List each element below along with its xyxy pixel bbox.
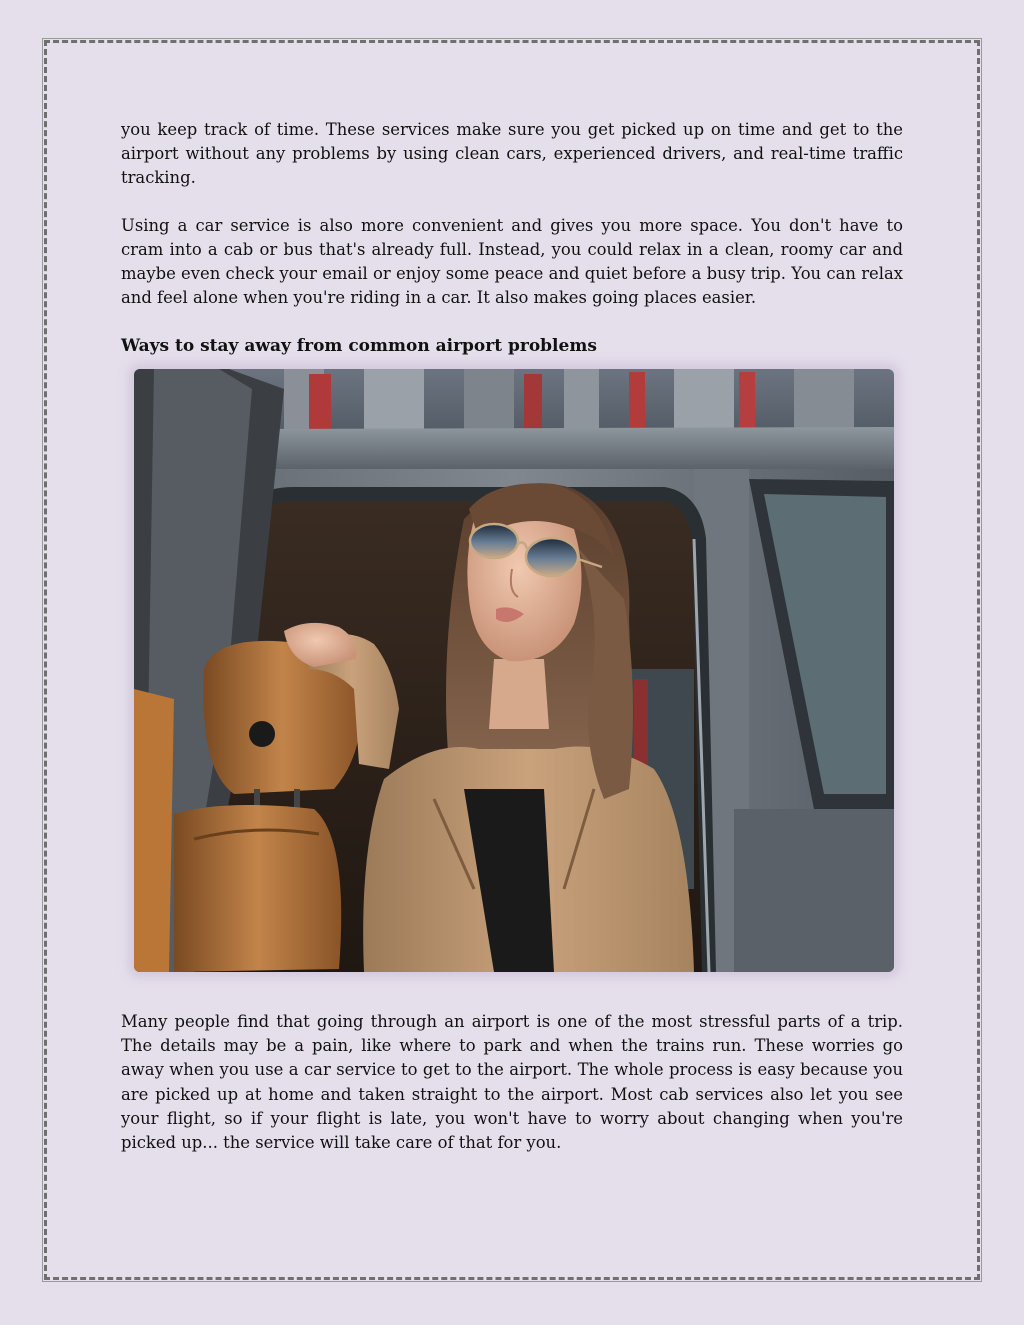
paragraph-convenience: Using a car service is also more convenient and gives you more space. You don't have to cram into a cab or bus that's already full. Instead, you could relax in a clean, roomy car and maybe even check your email or enjoy some peace and quiet before a busy trip. You can relax and feel alone when you're riding in a car. It also makes going places easier. <box>121 215 903 308</box>
paragraph-intro: you keep track of time. These services make sure you get picked up on time and get to the airport without any problems by using clean cars, experienced drivers, and real-time traffic tracking. <box>121 120 903 188</box>
document-body-bottom <box>121 1010 903 1155</box>
document-body-top <box>121 118 903 358</box>
woman-in-car-photo <box>134 369 894 972</box>
paragraph-airport-stress: Many people find that going through an airport is one of the most stressful parts of a trip. The details may be a pain, like where to park and when the trains run. These worries go away when you use a car service to get to the airport. The whole process is easy because you are picked up at home and taken straight to the airport. Most cab services also let you see your flight, so if your flight is late, you won't have to worry about changing when you're picked up... the service will take care of that for you. <box>121 1012 903 1153</box>
section-heading: Ways to stay away from common airport problems <box>121 336 597 357</box>
